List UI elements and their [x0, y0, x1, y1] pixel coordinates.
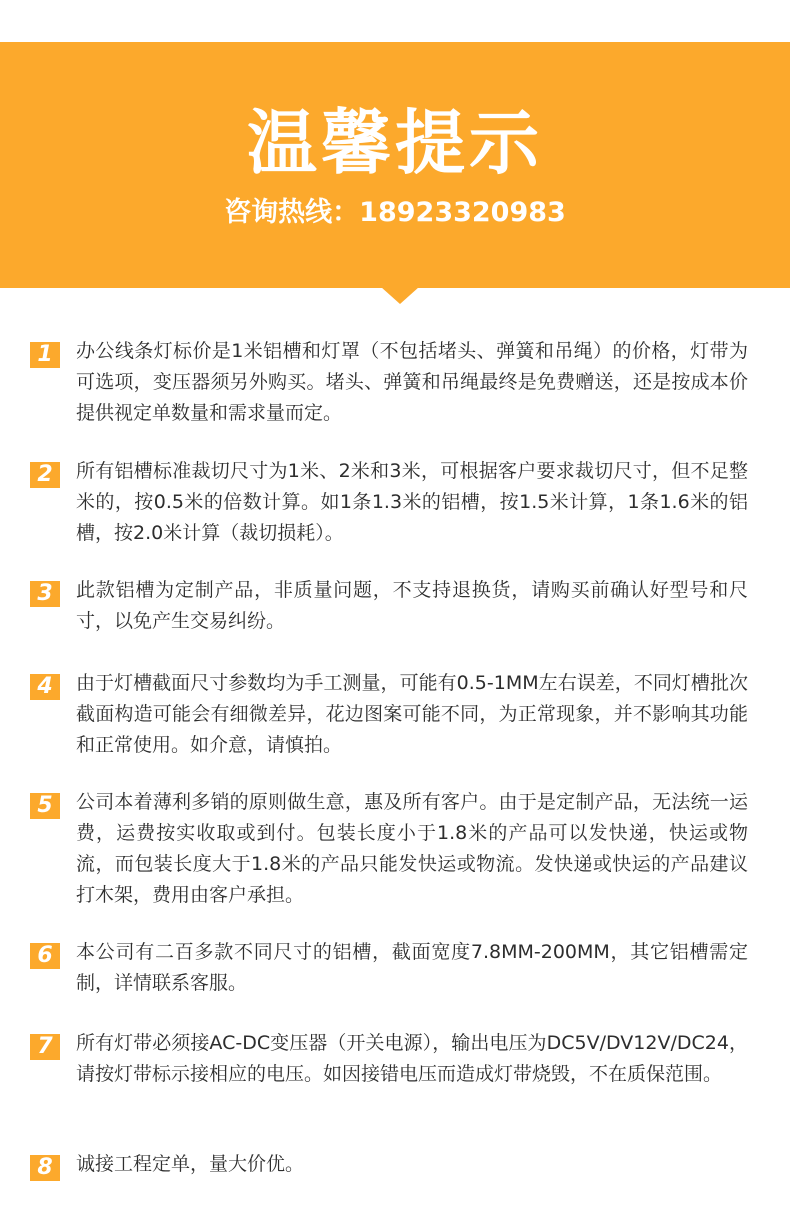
item-text: 所有铝槽标准裁切尺寸为1米、2米和3米，可根据客户要求裁切尺寸，但不足整米的，按0.5米的倍数计算。如1条1.3米的铝槽，按1.5米计算，1条1.6米的铝槽，按2.0米计算（裁切损耗）。: [76, 460, 748, 544]
item-number-badge: 5: [30, 793, 60, 819]
item-number-badge: 3: [30, 581, 60, 607]
item-number-badge: 2: [30, 462, 60, 488]
item-text: 所有灯带必须接AC-DC变压器（开关电源），输出电压为DC5V/DV12V/DC24，请按灯带标示接相应的电压。如因接错电压而造成灯带烧毁，不在质保范围。: [76, 1032, 748, 1085]
item-number-badge: 8: [30, 1155, 60, 1181]
item-number-badge: 4: [30, 674, 60, 700]
item-number-badge: 7: [30, 1034, 60, 1060]
hotline-text: 咨询热线：18923320983: [224, 197, 566, 228]
item-text: 由于灯槽截面尺寸参数均为手工测量，可能有0.5-1MM左右误差，不同灯槽批次截面构造可能会有细微差异，花边图案可能不同，为正常现象，并不影响其功能和正常使用。如介意，请慎拍。: [76, 672, 748, 756]
item-number-badge: 1: [30, 342, 60, 368]
item-text: 此款铝槽为定制产品，非质量问题，不支持退换货，请购买前确认好型号和尺寸，以免产生交易纠纷。: [76, 579, 748, 632]
item-text: 办公线条灯标价是1米铝槽和灯罩（不包括堵头、弹簧和吊绳）的价格，灯带为可选项，变压器须另外购买。堵头、弹簧和吊绳最终是免费赠送，还是按成本价提供视定单数量和需求量而定。: [76, 340, 748, 424]
item-number-badge: 6: [30, 943, 60, 969]
item-text: 公司本着薄利多销的原则做生意，惠及所有客户。由于是定制产品，无法统一运费，运费按实收取或到付。包装长度小于1.8米的产品可以发快递，快运或物流，而包装长度大于1.8米的产品只能发快运或物流。发快递或快运的产品建议打木架，费用由客户承担。: [76, 791, 748, 906]
item-text: 诚接工程定单，量大价优。: [76, 1153, 305, 1175]
item-text: 本公司有二百多款不同尺寸的铝槽，截面宽度7.8MM-200MM，其它铝槽需定制，详情联系客服。: [76, 941, 748, 994]
page-title: 温馨提示: [247, 102, 543, 184]
